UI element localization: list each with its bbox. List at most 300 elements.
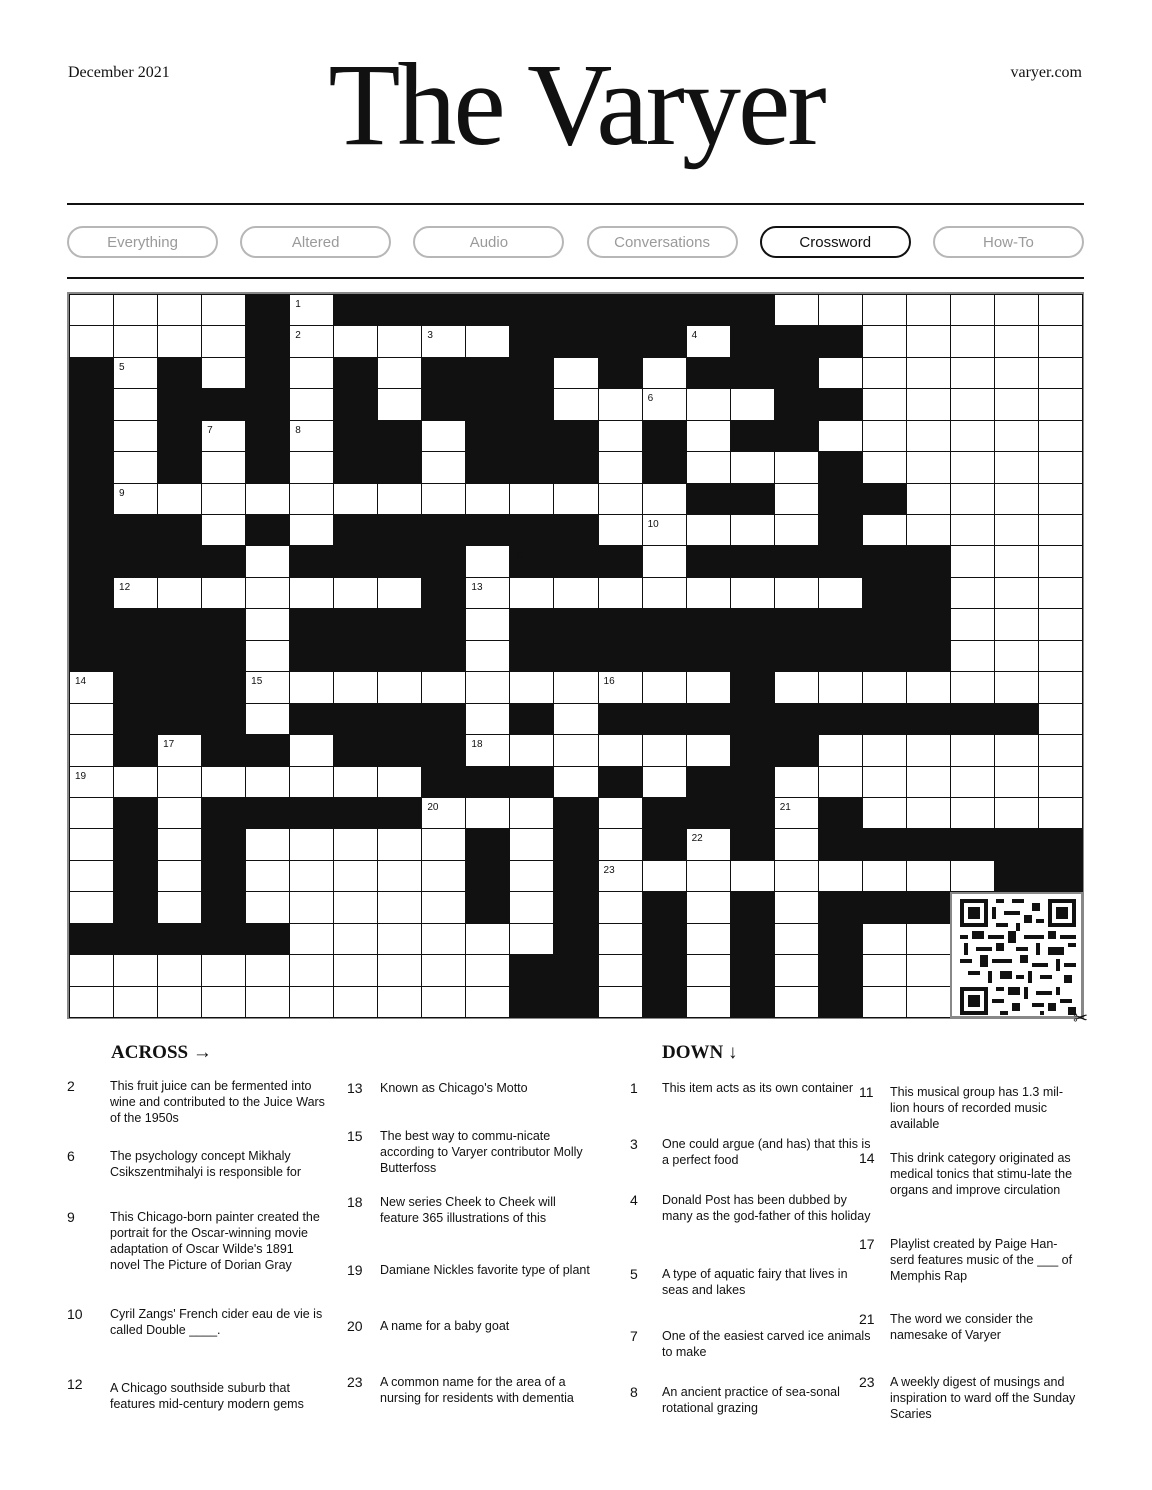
answer-cell[interactable] — [598, 860, 643, 892]
answer-cell[interactable] — [333, 671, 378, 703]
answer-cell[interactable] — [862, 420, 907, 452]
answer-cell[interactable] — [906, 797, 951, 829]
answer-cell[interactable] — [598, 734, 643, 766]
answer-cell[interactable] — [686, 891, 731, 923]
answer-cell[interactable] — [862, 954, 907, 986]
answer-cell[interactable] — [686, 514, 731, 546]
answer-cell[interactable] — [686, 986, 731, 1018]
answer-cell[interactable] — [553, 703, 598, 735]
answer-cell[interactable] — [289, 766, 334, 798]
answer-cell[interactable] — [950, 545, 995, 577]
answer-cell[interactable] — [906, 388, 951, 420]
answer-cell[interactable] — [289, 357, 334, 389]
answer-cell[interactable] — [69, 671, 114, 703]
answer-cell[interactable] — [113, 420, 158, 452]
answer-cell[interactable] — [245, 986, 290, 1018]
answer-cell[interactable] — [69, 986, 114, 1018]
block-cell — [157, 451, 202, 483]
answer-cell[interactable] — [994, 294, 1039, 326]
tab-conversations[interactable]: Conversations — [587, 226, 738, 258]
answer-cell[interactable] — [906, 451, 951, 483]
answer-cell[interactable] — [157, 734, 202, 766]
answer-cell[interactable] — [113, 766, 158, 798]
answer-cell[interactable] — [598, 451, 643, 483]
answer-cell[interactable] — [906, 420, 951, 452]
answer-cell[interactable] — [69, 797, 114, 829]
answer-cell[interactable] — [774, 451, 819, 483]
answer-cell[interactable] — [686, 420, 731, 452]
answer-cell[interactable] — [201, 325, 246, 357]
answer-cell[interactable] — [113, 577, 158, 609]
answer-cell[interactable] — [994, 388, 1039, 420]
answer-cell[interactable] — [686, 954, 731, 986]
answer-cell[interactable] — [1038, 766, 1083, 798]
answer-cell[interactable] — [333, 891, 378, 923]
answer-cell[interactable] — [950, 577, 995, 609]
answer-cell[interactable] — [862, 451, 907, 483]
block-cell — [818, 891, 863, 923]
answer-cell[interactable] — [289, 420, 334, 452]
answer-cell[interactable] — [113, 986, 158, 1018]
answer-cell[interactable] — [421, 986, 466, 1018]
answer-cell[interactable] — [201, 357, 246, 389]
answer-cell[interactable] — [421, 483, 466, 515]
answer-cell[interactable] — [994, 545, 1039, 577]
answer-cell[interactable] — [421, 420, 466, 452]
answer-cell[interactable] — [245, 860, 290, 892]
answer-cell[interactable] — [377, 891, 422, 923]
answer-cell[interactable] — [245, 577, 290, 609]
answer-cell[interactable] — [509, 923, 554, 955]
answer-cell[interactable] — [289, 483, 334, 515]
answer-cell[interactable] — [686, 388, 731, 420]
answer-cell[interactable] — [818, 357, 863, 389]
answer-cell[interactable] — [862, 325, 907, 357]
answer-cell[interactable] — [950, 325, 995, 357]
answer-cell[interactable] — [1038, 388, 1083, 420]
answer-cell[interactable] — [377, 986, 422, 1018]
answer-cell[interactable] — [509, 860, 554, 892]
answer-cell[interactable] — [686, 923, 731, 955]
answer-cell[interactable] — [465, 640, 510, 672]
answer-cell[interactable] — [686, 828, 731, 860]
answer-cell[interactable] — [598, 388, 643, 420]
answer-cell[interactable] — [201, 514, 246, 546]
answer-cell[interactable] — [906, 325, 951, 357]
answer-cell[interactable] — [289, 514, 334, 546]
answer-cell[interactable] — [69, 766, 114, 798]
answer-cell[interactable] — [774, 483, 819, 515]
answer-cell[interactable] — [69, 860, 114, 892]
answer-cell[interactable] — [289, 860, 334, 892]
answer-cell[interactable] — [994, 577, 1039, 609]
answer-cell[interactable] — [289, 388, 334, 420]
answer-cell[interactable] — [113, 388, 158, 420]
answer-cell[interactable] — [113, 483, 158, 515]
answer-cell[interactable] — [201, 294, 246, 326]
tab-everything[interactable]: Everything — [67, 226, 218, 258]
answer-cell[interactable] — [774, 671, 819, 703]
answer-cell[interactable] — [642, 671, 687, 703]
answer-cell[interactable] — [906, 357, 951, 389]
answer-cell[interactable] — [994, 357, 1039, 389]
answer-cell[interactable] — [333, 766, 378, 798]
answer-cell[interactable] — [774, 954, 819, 986]
answer-cell[interactable] — [642, 860, 687, 892]
answer-cell[interactable] — [1038, 671, 1083, 703]
answer-cell[interactable] — [377, 923, 422, 955]
answer-cell[interactable] — [906, 860, 951, 892]
answer-cell[interactable] — [994, 483, 1039, 515]
answer-cell[interactable] — [1038, 357, 1083, 389]
answer-cell[interactable] — [553, 577, 598, 609]
answer-cell[interactable] — [642, 545, 687, 577]
answer-cell[interactable] — [598, 483, 643, 515]
answer-cell[interactable] — [862, 734, 907, 766]
answer-cell[interactable] — [862, 923, 907, 955]
answer-cell[interactable] — [69, 891, 114, 923]
answer-cell[interactable] — [465, 734, 510, 766]
answer-cell[interactable] — [69, 294, 114, 326]
answer-cell[interactable] — [201, 451, 246, 483]
answer-cell[interactable] — [333, 923, 378, 955]
clue-number: 1 — [630, 1080, 638, 1096]
answer-cell[interactable] — [69, 828, 114, 860]
answer-cell[interactable] — [113, 357, 158, 389]
answer-cell[interactable] — [421, 828, 466, 860]
answer-cell[interactable] — [509, 671, 554, 703]
answer-cell[interactable] — [862, 357, 907, 389]
answer-cell[interactable] — [333, 986, 378, 1018]
answer-cell[interactable] — [598, 986, 643, 1018]
answer-cell[interactable] — [950, 388, 995, 420]
answer-cell[interactable] — [157, 577, 202, 609]
answer-cell[interactable] — [509, 891, 554, 923]
answer-cell[interactable] — [377, 357, 422, 389]
answer-cell[interactable] — [245, 891, 290, 923]
answer-cell[interactable] — [553, 357, 598, 389]
answer-cell[interactable] — [730, 860, 775, 892]
answer-cell[interactable] — [201, 420, 246, 452]
answer-cell[interactable] — [465, 325, 510, 357]
answer-cell[interactable] — [509, 577, 554, 609]
answer-cell[interactable] — [245, 954, 290, 986]
answer-cell[interactable] — [1038, 514, 1083, 546]
answer-cell[interactable] — [994, 640, 1039, 672]
answer-cell[interactable] — [994, 766, 1039, 798]
answer-cell[interactable] — [333, 828, 378, 860]
answer-cell[interactable] — [1038, 577, 1083, 609]
answer-cell[interactable] — [245, 483, 290, 515]
answer-cell[interactable] — [862, 766, 907, 798]
answer-cell[interactable] — [201, 766, 246, 798]
answer-cell[interactable] — [289, 734, 334, 766]
answer-cell[interactable] — [950, 860, 995, 892]
answer-cell[interactable] — [377, 325, 422, 357]
answer-cell[interactable] — [1038, 797, 1083, 829]
answer-cell[interactable] — [421, 954, 466, 986]
answer-cell[interactable] — [950, 671, 995, 703]
answer-cell[interactable] — [289, 986, 334, 1018]
answer-cell[interactable] — [377, 671, 422, 703]
answer-cell[interactable] — [1038, 608, 1083, 640]
answer-cell[interactable] — [642, 766, 687, 798]
answer-cell[interactable] — [1038, 703, 1083, 735]
answer-cell[interactable] — [465, 483, 510, 515]
answer-cell[interactable] — [113, 451, 158, 483]
answer-cell[interactable] — [113, 325, 158, 357]
answer-cell[interactable] — [465, 545, 510, 577]
answer-cell[interactable] — [1038, 420, 1083, 452]
answer-cell[interactable] — [465, 954, 510, 986]
answer-cell[interactable] — [906, 671, 951, 703]
answer-cell[interactable] — [245, 545, 290, 577]
answer-cell[interactable] — [421, 891, 466, 923]
answer-cell[interactable] — [421, 923, 466, 955]
answer-cell[interactable] — [994, 797, 1039, 829]
answer-cell[interactable] — [465, 923, 510, 955]
tab-altered[interactable]: Altered — [240, 226, 391, 258]
answer-cell[interactable] — [774, 514, 819, 546]
answer-cell[interactable] — [598, 514, 643, 546]
answer-cell[interactable] — [818, 734, 863, 766]
answer-cell[interactable] — [994, 671, 1039, 703]
answer-cell[interactable] — [598, 671, 643, 703]
answer-cell[interactable] — [157, 860, 202, 892]
answer-cell[interactable] — [686, 451, 731, 483]
answer-cell[interactable] — [157, 797, 202, 829]
answer-cell[interactable] — [377, 860, 422, 892]
answer-cell[interactable] — [509, 734, 554, 766]
answer-cell[interactable] — [906, 483, 951, 515]
answer-cell[interactable] — [157, 954, 202, 986]
answer-cell[interactable] — [333, 577, 378, 609]
answer-cell[interactable] — [906, 734, 951, 766]
answer-cell[interactable] — [1038, 451, 1083, 483]
answer-cell[interactable] — [774, 986, 819, 1018]
answer-cell[interactable] — [994, 420, 1039, 452]
answer-cell[interactable] — [862, 986, 907, 1018]
answer-cell[interactable] — [862, 860, 907, 892]
answer-cell[interactable] — [686, 671, 731, 703]
answer-cell[interactable] — [553, 388, 598, 420]
answer-cell[interactable] — [730, 577, 775, 609]
answer-cell[interactable] — [289, 923, 334, 955]
answer-cell[interactable] — [1038, 734, 1083, 766]
answer-cell[interactable] — [818, 766, 863, 798]
answer-cell[interactable] — [245, 703, 290, 735]
answer-cell[interactable] — [862, 797, 907, 829]
answer-cell[interactable] — [994, 608, 1039, 640]
answer-cell[interactable] — [553, 766, 598, 798]
tab-audio[interactable]: Audio — [413, 226, 564, 258]
answer-cell[interactable] — [465, 703, 510, 735]
answer-cell[interactable] — [906, 954, 951, 986]
answer-cell[interactable] — [994, 325, 1039, 357]
answer-cell[interactable] — [994, 734, 1039, 766]
answer-cell[interactable] — [774, 766, 819, 798]
answer-cell[interactable] — [642, 734, 687, 766]
answer-cell[interactable] — [157, 325, 202, 357]
answer-cell[interactable] — [421, 860, 466, 892]
answer-cell[interactable] — [642, 577, 687, 609]
answer-cell[interactable] — [377, 828, 422, 860]
answer-cell[interactable] — [509, 483, 554, 515]
answer-cell[interactable] — [686, 734, 731, 766]
answer-cell[interactable] — [289, 954, 334, 986]
answer-cell[interactable] — [598, 923, 643, 955]
answer-cell[interactable] — [201, 483, 246, 515]
answer-cell[interactable] — [1038, 545, 1083, 577]
answer-cell[interactable] — [906, 923, 951, 955]
answer-cell[interactable] — [862, 294, 907, 326]
answer-cell[interactable] — [377, 766, 422, 798]
answer-cell[interactable] — [950, 514, 995, 546]
answer-cell[interactable] — [509, 797, 554, 829]
answer-cell[interactable] — [1038, 325, 1083, 357]
answer-cell[interactable] — [421, 671, 466, 703]
answer-cell[interactable] — [598, 420, 643, 452]
answer-cell[interactable] — [201, 954, 246, 986]
site-link[interactable]: varyer.com — [1010, 64, 1082, 81]
answer-cell[interactable] — [686, 325, 731, 357]
answer-cell[interactable] — [157, 766, 202, 798]
answer-cell[interactable] — [245, 671, 290, 703]
answer-cell[interactable] — [245, 608, 290, 640]
answer-cell[interactable] — [245, 828, 290, 860]
answer-cell[interactable] — [774, 891, 819, 923]
answer-cell[interactable] — [730, 388, 775, 420]
answer-cell[interactable] — [333, 325, 378, 357]
answer-cell[interactable] — [157, 891, 202, 923]
tab-how-to[interactable]: How-To — [933, 226, 1084, 258]
answer-cell[interactable] — [642, 388, 687, 420]
answer-cell[interactable] — [1038, 483, 1083, 515]
answer-cell[interactable] — [862, 514, 907, 546]
answer-cell[interactable] — [598, 577, 643, 609]
answer-cell[interactable] — [774, 860, 819, 892]
answer-cell[interactable] — [730, 451, 775, 483]
answer-cell[interactable] — [730, 514, 775, 546]
answer-cell[interactable] — [950, 294, 995, 326]
answer-cell[interactable] — [818, 860, 863, 892]
answer-cell[interactable] — [333, 860, 378, 892]
answer-cell[interactable] — [201, 577, 246, 609]
answer-cell[interactable] — [289, 325, 334, 357]
answer-cell[interactable] — [774, 923, 819, 955]
answer-cell[interactable] — [289, 891, 334, 923]
answer-cell[interactable] — [157, 986, 202, 1018]
answer-cell[interactable] — [818, 420, 863, 452]
answer-cell[interactable] — [1038, 640, 1083, 672]
answer-cell[interactable] — [950, 766, 995, 798]
answer-cell[interactable] — [950, 483, 995, 515]
answer-cell[interactable] — [245, 766, 290, 798]
answer-cell[interactable] — [69, 325, 114, 357]
answer-cell[interactable] — [642, 483, 687, 515]
answer-cell[interactable] — [906, 294, 951, 326]
answer-cell[interactable] — [906, 766, 951, 798]
answer-cell[interactable] — [686, 860, 731, 892]
answer-cell[interactable] — [818, 671, 863, 703]
answer-cell[interactable] — [994, 451, 1039, 483]
answer-cell[interactable] — [421, 325, 466, 357]
answer-cell[interactable] — [598, 797, 643, 829]
answer-cell[interactable] — [421, 451, 466, 483]
answer-cell[interactable] — [113, 294, 158, 326]
answer-cell[interactable] — [774, 828, 819, 860]
answer-cell[interactable] — [686, 577, 731, 609]
answer-cell[interactable] — [157, 294, 202, 326]
answer-cell[interactable] — [113, 954, 158, 986]
answer-cell[interactable] — [818, 294, 863, 326]
answer-cell[interactable] — [465, 986, 510, 1018]
answer-cell[interactable] — [465, 671, 510, 703]
tab-crossword[interactable]: Crossword — [760, 226, 911, 258]
answer-cell[interactable] — [289, 294, 334, 326]
answer-cell[interactable] — [333, 483, 378, 515]
answer-cell[interactable] — [553, 671, 598, 703]
answer-cell[interactable] — [157, 483, 202, 515]
answer-cell[interactable] — [333, 954, 378, 986]
answer-cell[interactable] — [950, 797, 995, 829]
answer-cell[interactable] — [553, 734, 598, 766]
answer-cell[interactable] — [862, 671, 907, 703]
answer-cell[interactable] — [289, 671, 334, 703]
answer-cell[interactable] — [598, 891, 643, 923]
answer-cell[interactable] — [774, 577, 819, 609]
answer-cell[interactable] — [553, 483, 598, 515]
answer-cell[interactable] — [509, 828, 554, 860]
answer-cell[interactable] — [642, 514, 687, 546]
answer-cell[interactable] — [950, 734, 995, 766]
answer-cell[interactable] — [69, 734, 114, 766]
answer-cell[interactable] — [950, 640, 995, 672]
answer-cell[interactable] — [774, 797, 819, 829]
answer-cell[interactable] — [950, 451, 995, 483]
answer-cell[interactable] — [598, 954, 643, 986]
answer-cell[interactable] — [994, 514, 1039, 546]
answer-cell[interactable] — [906, 514, 951, 546]
answer-cell[interactable] — [465, 797, 510, 829]
answer-cell[interactable] — [245, 640, 290, 672]
answer-cell[interactable] — [289, 451, 334, 483]
answer-cell[interactable] — [69, 703, 114, 735]
answer-cell[interactable] — [289, 577, 334, 609]
answer-cell[interactable] — [950, 357, 995, 389]
answer-cell[interactable] — [69, 954, 114, 986]
answer-cell[interactable] — [906, 986, 951, 1018]
answer-cell[interactable] — [421, 797, 466, 829]
answer-cell[interactable] — [950, 420, 995, 452]
answer-cell[interactable] — [642, 357, 687, 389]
answer-cell[interactable] — [157, 828, 202, 860]
answer-cell[interactable] — [465, 577, 510, 609]
answer-cell[interactable] — [598, 828, 643, 860]
answer-cell[interactable] — [862, 388, 907, 420]
answer-cell[interactable] — [377, 577, 422, 609]
answer-cell[interactable] — [774, 294, 819, 326]
answer-cell[interactable] — [377, 954, 422, 986]
answer-cell[interactable] — [818, 577, 863, 609]
answer-cell[interactable] — [377, 483, 422, 515]
answer-cell[interactable] — [201, 986, 246, 1018]
answer-cell[interactable] — [1038, 294, 1083, 326]
answer-cell[interactable] — [377, 388, 422, 420]
answer-cell[interactable] — [289, 828, 334, 860]
answer-cell[interactable] — [950, 608, 995, 640]
answer-cell[interactable] — [465, 608, 510, 640]
